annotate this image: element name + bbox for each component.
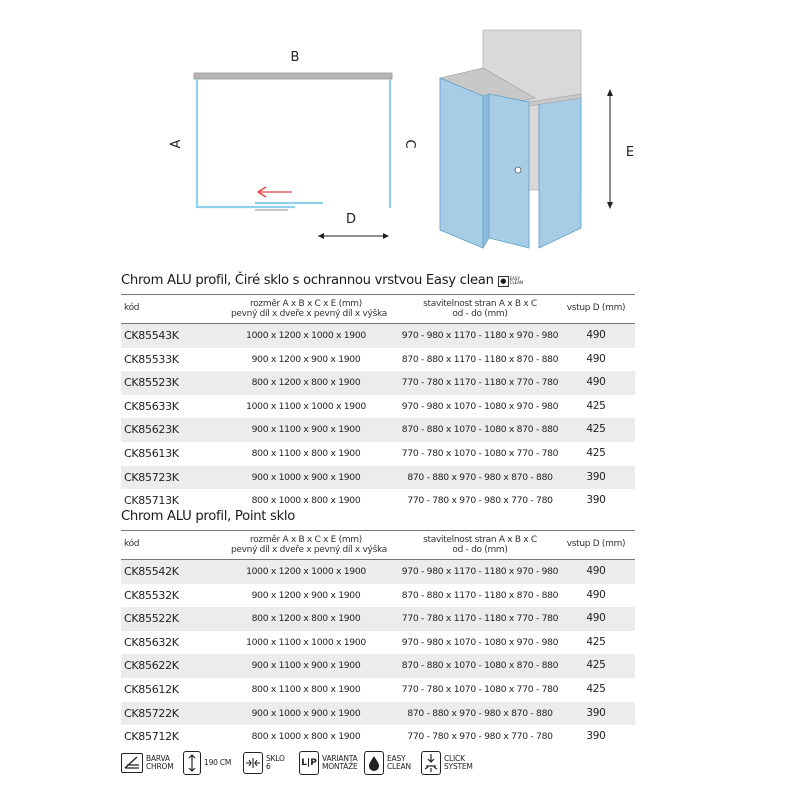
product-code: CK85522K bbox=[124, 612, 179, 626]
adjustability-cell: 770 - 780 x 970 - 980 x 770 - 780 bbox=[407, 731, 553, 743]
section-title-text: Chrom ALU profil, Čiré sklo s ochrannou vrstvou Easy clean bbox=[121, 273, 494, 288]
badge-line2: CLEAN bbox=[509, 280, 523, 285]
legend-text: EASY CLEAN bbox=[387, 754, 411, 771]
adjustability-cell: 770 - 780 x 1070 - 1080 x 770 - 780 bbox=[401, 447, 559, 459]
header-rozmer: rozměr A x B x C x E (mm) pevný díl x dveře x pevný díl x výška bbox=[231, 535, 387, 555]
adjustability-cell: 970 - 980 x 1070 - 1080 x 970 - 980 bbox=[401, 400, 559, 412]
dimension-cell: 1000 x 1200 x 1000 x 1900 bbox=[246, 566, 366, 577]
door-knob-icon bbox=[515, 167, 521, 173]
adjustability-cell: 770 - 780 x 1170 - 1180 x 770 - 780 bbox=[401, 377, 559, 389]
table-easy-clean bbox=[121, 270, 635, 513]
header-kod: kód bbox=[124, 539, 140, 549]
dimension-cell: 900 x 1000 x 900 x 1900 bbox=[251, 707, 361, 719]
product-code: CK85713K bbox=[124, 494, 179, 508]
dimension-cell: 900 x 1000 x 900 x 1900 bbox=[251, 471, 361, 483]
product-code: CK85542K bbox=[124, 565, 179, 578]
entry-width-cell: 490 bbox=[586, 329, 606, 341]
header-kod: kód bbox=[124, 303, 140, 313]
table-row bbox=[121, 324, 635, 348]
table-row bbox=[121, 654, 635, 678]
label-c: C bbox=[402, 139, 417, 149]
e-arrow-bottom-icon bbox=[607, 202, 613, 209]
legend-text: SKLO 6 bbox=[266, 754, 285, 771]
adjustability-cell: 870 - 880 x 970 - 980 x 870 - 880 bbox=[407, 471, 553, 483]
entry-width-cell: 425 bbox=[586, 446, 606, 459]
adjustability-cell: 970 - 980 x 1170 - 1180 x 970 - 980 bbox=[401, 330, 559, 341]
badge-line1: EASY bbox=[509, 276, 520, 281]
legend-text: VARIANTA MONTÁŽE bbox=[322, 754, 358, 771]
adjustability-cell: 870 - 880 x 1170 - 1180 x 870 - 880 bbox=[401, 353, 559, 365]
product-code: CK85723K bbox=[124, 470, 179, 484]
legend-text: CLICK SYSTEM bbox=[444, 754, 473, 771]
entry-width-cell: 490 bbox=[586, 352, 606, 365]
entry-width-cell: 425 bbox=[586, 682, 606, 695]
table-row bbox=[121, 466, 635, 490]
top-frame-bar bbox=[194, 73, 392, 79]
adjustability-cell: 770 - 780 x 1070 - 1080 x 770 - 780 bbox=[401, 683, 559, 695]
dimension-cell: 1000 x 1200 x 1000 x 1900 bbox=[246, 330, 366, 341]
entry-width-cell: 425 bbox=[586, 423, 606, 436]
entry-width-cell: 390 bbox=[586, 470, 606, 483]
dimension-cell: 900 x 1200 x 900 x 1900 bbox=[251, 589, 361, 601]
dimension-cell: 900 x 1100 x 900 x 1900 bbox=[251, 424, 361, 436]
product-code: CK85633K bbox=[124, 399, 179, 413]
legend-text: BARVA CHROM bbox=[146, 754, 174, 771]
entry-width-cell: 425 bbox=[586, 399, 606, 412]
legend-item-height bbox=[183, 748, 231, 778]
product-code: CK85523K bbox=[124, 376, 179, 390]
table-row bbox=[121, 678, 635, 702]
entry-width-cell: 390 bbox=[586, 706, 606, 719]
adjustability-cell: 870 - 880 x 1170 - 1180 x 870 - 880 bbox=[401, 589, 559, 601]
entry-width-cell: 490 bbox=[586, 565, 606, 577]
header-stavitelnost: stavitelnost stran A x B x C od - do (mm) bbox=[423, 535, 537, 555]
table-row bbox=[121, 584, 635, 608]
adjustability-cell: 970 - 980 x 1070 - 1080 x 970 - 980 bbox=[401, 636, 559, 648]
adjustability-cell: 770 - 780 x 1170 - 1180 x 770 - 780 bbox=[401, 613, 559, 625]
table-row bbox=[121, 348, 635, 372]
entry-width-cell: 425 bbox=[586, 659, 606, 672]
lp-variant-icon: L|P bbox=[299, 751, 319, 775]
legend-item-sklo bbox=[243, 748, 285, 778]
legend-item-easy-clean bbox=[364, 748, 411, 778]
legend-text: 190 CM bbox=[204, 758, 232, 767]
entry-width-cell: 490 bbox=[586, 588, 606, 601]
d-arrow-right-icon bbox=[383, 233, 389, 239]
dimension-cell: 800 x 1000 x 800 x 1900 bbox=[251, 495, 361, 507]
table-body bbox=[121, 560, 635, 749]
product-code: CK85613K bbox=[124, 446, 179, 460]
easy-clean-badge bbox=[498, 275, 523, 288]
water-drop-icon bbox=[364, 751, 384, 775]
product-code: CK85632K bbox=[124, 635, 179, 649]
header-rozmer: rozměr A x B x C x E (mm) pevný díl x dveře x pevný díl x výška bbox=[231, 299, 387, 319]
adjustability-cell: 870 - 880 x 1070 - 1080 x 870 - 880 bbox=[401, 660, 559, 672]
entry-width-cell: 390 bbox=[586, 494, 606, 507]
adjustability-cell: 770 - 780 x 970 - 980 x 770 - 780 bbox=[407, 495, 553, 507]
table-row bbox=[121, 607, 635, 631]
table-row bbox=[121, 442, 635, 466]
left-fixed-panel bbox=[440, 78, 483, 248]
shower-3d-illustration bbox=[425, 20, 645, 260]
table-body bbox=[121, 324, 635, 513]
product-code: CK85543K bbox=[124, 329, 179, 342]
legend-item-click bbox=[421, 748, 473, 778]
dimension-cell: 800 x 1100 x 800 x 1900 bbox=[251, 447, 361, 459]
section-title-easy-clean bbox=[121, 270, 635, 292]
adjustability-cell: 970 - 980 x 1170 - 1180 x 970 - 980 bbox=[401, 566, 559, 577]
dimension-cell: 800 x 1000 x 800 x 1900 bbox=[251, 731, 361, 743]
label-d: D bbox=[345, 212, 357, 227]
table-row bbox=[121, 560, 635, 584]
table-row bbox=[121, 395, 635, 419]
product-code: CK85622K bbox=[124, 659, 179, 673]
dimension-cell: 1000 x 1100 x 1000 x 1900 bbox=[246, 636, 366, 648]
water-drop-icon: ● bbox=[498, 276, 509, 287]
product-code: CK85712K bbox=[124, 730, 179, 744]
table-point bbox=[121, 506, 635, 749]
dimension-cell: 800 x 1200 x 800 x 1900 bbox=[251, 613, 361, 625]
e-arrow-top-icon bbox=[607, 89, 613, 96]
dimension-cell: 900 x 1200 x 900 x 1900 bbox=[251, 353, 361, 365]
legend-item-barva bbox=[121, 748, 173, 778]
glass-thickness-icon bbox=[243, 752, 263, 774]
entry-width-cell: 490 bbox=[586, 376, 606, 389]
product-code: CK85623K bbox=[124, 423, 179, 437]
height-arrow-icon bbox=[183, 751, 201, 775]
adjustability-cell: 870 - 880 x 970 - 980 x 870 - 880 bbox=[407, 707, 553, 719]
header-vstup: vstup D (mm) bbox=[566, 303, 626, 313]
door-panel-front bbox=[483, 94, 489, 248]
product-code: CK85533K bbox=[124, 352, 179, 366]
feature-legend bbox=[121, 748, 541, 778]
label-b: B bbox=[290, 50, 300, 65]
section-title-point bbox=[121, 506, 635, 528]
header-vstup: vstup D (mm) bbox=[566, 539, 626, 549]
dimension-cell: 800 x 1100 x 800 x 1900 bbox=[251, 683, 361, 695]
table-row bbox=[121, 418, 635, 442]
entry-width-cell: 390 bbox=[586, 730, 606, 743]
label-e: E bbox=[625, 145, 635, 160]
table-row bbox=[121, 631, 635, 655]
adjustability-cell: 870 - 880 x 1070 - 1080 x 870 - 880 bbox=[401, 424, 559, 436]
header-stavitelnost: stavitelnost stran A x B x C od - do (mm) bbox=[423, 299, 537, 319]
right-fixed-panel bbox=[539, 96, 581, 248]
table-header bbox=[121, 294, 635, 324]
product-code: CK85612K bbox=[124, 682, 179, 696]
table-header bbox=[121, 530, 635, 560]
entry-width-cell: 490 bbox=[586, 612, 606, 625]
dimension-cell: 900 x 1100 x 900 x 1900 bbox=[251, 660, 361, 672]
legend-item-varianta bbox=[299, 748, 358, 778]
table-row bbox=[121, 371, 635, 395]
chrome-profile-icon bbox=[121, 753, 143, 773]
door-panel bbox=[489, 94, 529, 248]
d-arrow-left-icon bbox=[318, 233, 324, 239]
entry-width-cell: 425 bbox=[586, 635, 606, 648]
table-row bbox=[121, 725, 635, 749]
dimension-cell: 1000 x 1100 x 1000 x 1900 bbox=[246, 400, 366, 412]
label-a: A bbox=[169, 139, 184, 149]
product-code: CK85722K bbox=[124, 706, 179, 720]
dimension-cell: 800 x 1200 x 800 x 1900 bbox=[251, 377, 361, 389]
section-title-text: Chrom ALU profil, Point sklo bbox=[121, 509, 296, 524]
click-system-icon bbox=[421, 751, 441, 775]
table-row bbox=[121, 702, 635, 726]
plan-diagram bbox=[160, 40, 417, 250]
product-code: CK85532K bbox=[124, 588, 179, 602]
